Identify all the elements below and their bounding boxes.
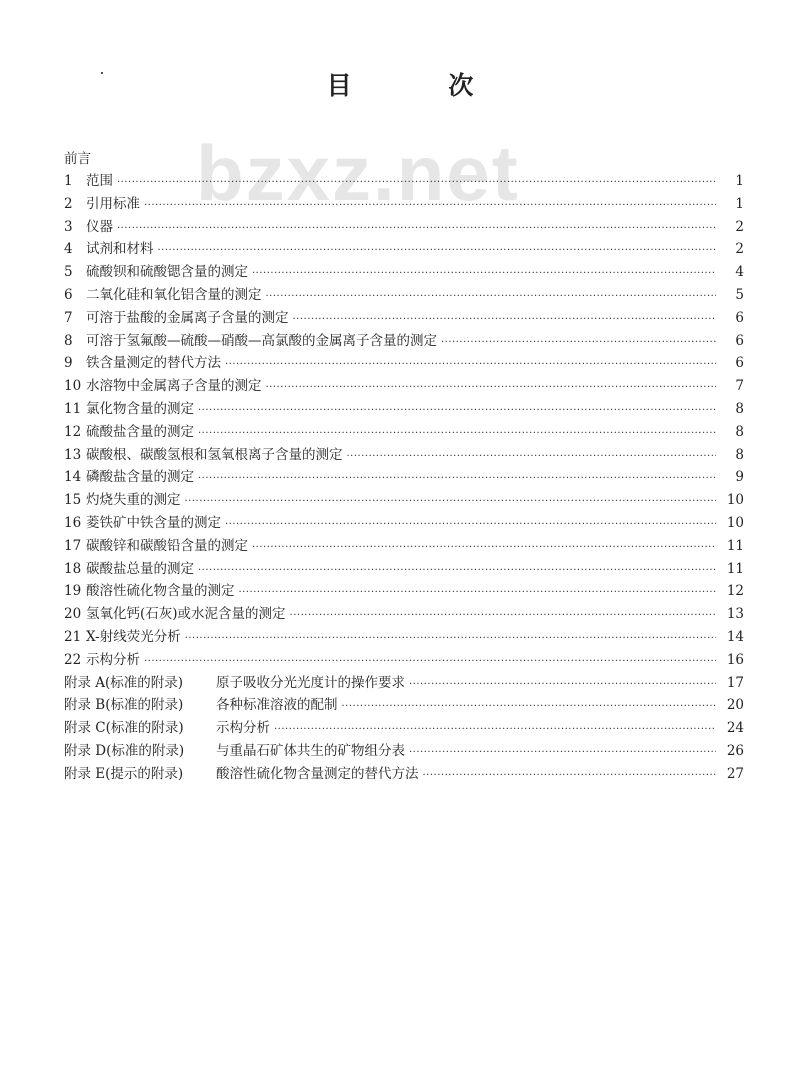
entry-number: 1 [64,173,73,189]
dot-leader [423,765,717,788]
entry-page: 4 [735,264,744,281]
entry-page: 7 [735,378,744,395]
entry-number: 6 [64,286,73,303]
dot-leader [198,423,716,446]
dot-leader [117,218,716,241]
entry-number: 22 [64,651,82,668]
toc-entry[interactable] [64,649,744,672]
appendix-title: 酸溶性硫化物含量测定的替代方法 [216,765,419,782]
entry-page: 13 [726,606,744,623]
toc-entry[interactable] [64,261,744,284]
dot-leader [409,742,716,765]
entry-page: 10 [726,492,744,509]
entry-page: 11 [726,537,744,554]
toc-entry[interactable] [64,284,744,307]
entry-page: 6 [735,332,744,349]
dot-leader [198,560,716,583]
dot-leader [252,263,716,286]
entry-page: 12 [726,583,744,600]
dot-leader [198,468,716,491]
dot-leader [185,491,717,514]
appendix-title: 与重晶石矿体共生的矿物组分表 [216,742,405,759]
entry-page: 9 [735,469,744,486]
toc-entry[interactable] [64,603,744,626]
entry-page: 1 [735,173,744,189]
watermark: bzxz.net [196,129,520,217]
entry-number: 14 [64,469,82,486]
dot-leader [441,332,716,355]
appendix-page: 24 [726,720,744,737]
appendix-label: 附录 C(标准的附录) [64,720,184,737]
page-title: 目 次 [326,71,518,100]
toc-entry[interactable] [64,512,744,535]
entry-title: 示构分析 [86,651,140,668]
entry-title: 氢氧化钙(石灰)或水泥含量的测定 [86,606,286,623]
entry-page: 6 [735,355,744,372]
dot-leader [266,377,717,400]
entry-number: 5 [64,264,73,281]
entry-title: 氯化物含量的测定 [86,400,194,417]
entry-number: 18 [64,560,82,577]
entry-page: 8 [735,446,744,463]
toc-entry[interactable] [64,375,744,398]
entry-title: 碳酸盐总量的测定 [86,560,194,577]
toc-entry[interactable] [64,398,744,421]
entry-title: 可溶于盐酸的金属离子含量的测定 [86,309,289,326]
dot-leader [252,537,716,560]
entry-title: 碳酸根、碳酸氢根和氢氧根离子含量的测定 [86,446,343,463]
toc-appendix[interactable] [64,694,744,717]
appendix-label: 附录 A(标准的附录) [64,674,184,691]
entry-page: 14 [726,628,744,645]
dot-leader [239,582,717,605]
entry-number: 16 [64,514,82,531]
toc-entry[interactable] [64,307,744,330]
dot-leader [144,195,716,218]
entry-number: 11 [64,400,82,417]
toc-entry[interactable] [64,170,744,193]
entry-page: 8 [735,400,744,417]
dot-leader [347,446,717,469]
dot-leader [274,719,716,742]
entry-page: 16 [726,651,744,668]
entry-title: 酸溶性硫化物含量的测定 [86,583,235,600]
toc-entry[interactable] [64,216,744,239]
entry-page: 6 [735,309,744,326]
entry-title: 磷酸盐含量的测定 [86,469,194,486]
toc-entry[interactable] [64,580,744,603]
appendix-label: 附录 D(标准的附录) [64,742,185,759]
toc-entry[interactable] [64,466,744,489]
entry-number: 19 [64,583,82,600]
dot-leader [409,674,716,697]
dot-leader [342,696,717,719]
toc-appendix[interactable] [64,740,744,763]
appendix-label: 附录 B(标准的附录) [64,697,184,714]
entry-title: 硫酸盐含量的测定 [86,423,194,440]
entry-page: 1 [735,195,744,212]
entry-title: 水溶物中金属离子含量的测定 [86,378,262,395]
toc-entry[interactable] [64,535,744,558]
appendix-title: 示构分析 [216,720,270,737]
dot-leader [225,514,716,537]
entry-number: 8 [64,332,73,349]
toc-entry[interactable] [64,330,744,353]
toc-preface[interactable]: 前言 [64,151,91,167]
entry-page: 10 [726,514,744,531]
dot-leader [225,354,716,377]
entry-number: 2 [64,195,73,212]
entry-title: 灼烧失重的测定 [86,492,181,509]
toc-appendix[interactable] [64,717,744,740]
dot-leader [198,400,716,423]
toc-entry[interactable] [64,238,744,261]
dot-leader [158,240,717,263]
entry-page: 8 [735,423,744,440]
toc-appendix[interactable] [64,763,744,786]
appendix-label: 附录 E(提示的附录) [64,765,184,782]
entry-title: 碳酸锌和碳酸铅含量的测定 [86,537,248,554]
entry-title: 二氧化硅和氧化铝含量的测定 [86,286,262,303]
appendix-title: 原子吸收分光光度计的操作要求 [216,674,405,691]
entry-number: 7 [64,309,73,326]
entry-title: X-射线荧光分析 [86,628,181,645]
entry-number: 3 [64,218,73,235]
entry-title: 范围 [86,173,113,189]
entry-number: 17 [64,537,82,554]
toc-entry[interactable] [64,558,744,581]
entry-number: 15 [64,492,82,509]
toc-entry[interactable] [64,626,744,649]
entry-title: 硫酸钡和硫酸锶含量的测定 [86,264,248,281]
table-of-contents [64,148,744,786]
entry-title: 试剂和材料 [86,241,154,258]
dot-leader [266,286,717,309]
entry-title: 铁含量测定的替代方法 [86,355,221,372]
dot-leader [293,309,717,332]
toc-entry[interactable] [64,352,744,375]
entry-title: 引用标准 [86,195,140,212]
toc-entry[interactable] [64,421,744,444]
entry-page: 2 [735,218,744,235]
dot-leader [290,605,716,628]
entry-number: 4 [64,241,73,258]
dot-leader [117,172,716,195]
toc-appendix[interactable] [64,672,744,695]
entry-title: 菱铁矿中铁含量的测定 [86,514,221,531]
dot-leader [144,651,716,674]
appendix-title: 各种标准溶液的配制 [216,697,338,714]
toc-entry[interactable] [64,444,744,467]
dot-leader [185,628,716,651]
entry-number: 21 [64,628,82,645]
appendix-page: 26 [726,742,744,759]
entry-number: 12 [64,423,82,440]
entry-page: 2 [735,241,744,258]
entry-number: 13 [64,446,82,463]
entry-title: 可溶于氢氟酸—硫酸—硝酸—高氯酸的金属离子含量的测定 [86,332,437,349]
toc-entry[interactable] [64,193,744,216]
entry-number: 9 [64,355,73,372]
toc-entry[interactable] [64,489,744,512]
entry-page: 11 [726,560,744,577]
entry-number: 20 [64,606,82,623]
appendix-page: 20 [726,697,744,714]
appendix-page: 17 [726,674,744,691]
appendix-page: 27 [726,765,744,782]
entry-page: 5 [735,286,744,303]
entry-number: 10 [64,378,82,395]
entry-title: 仪器 [86,218,113,235]
